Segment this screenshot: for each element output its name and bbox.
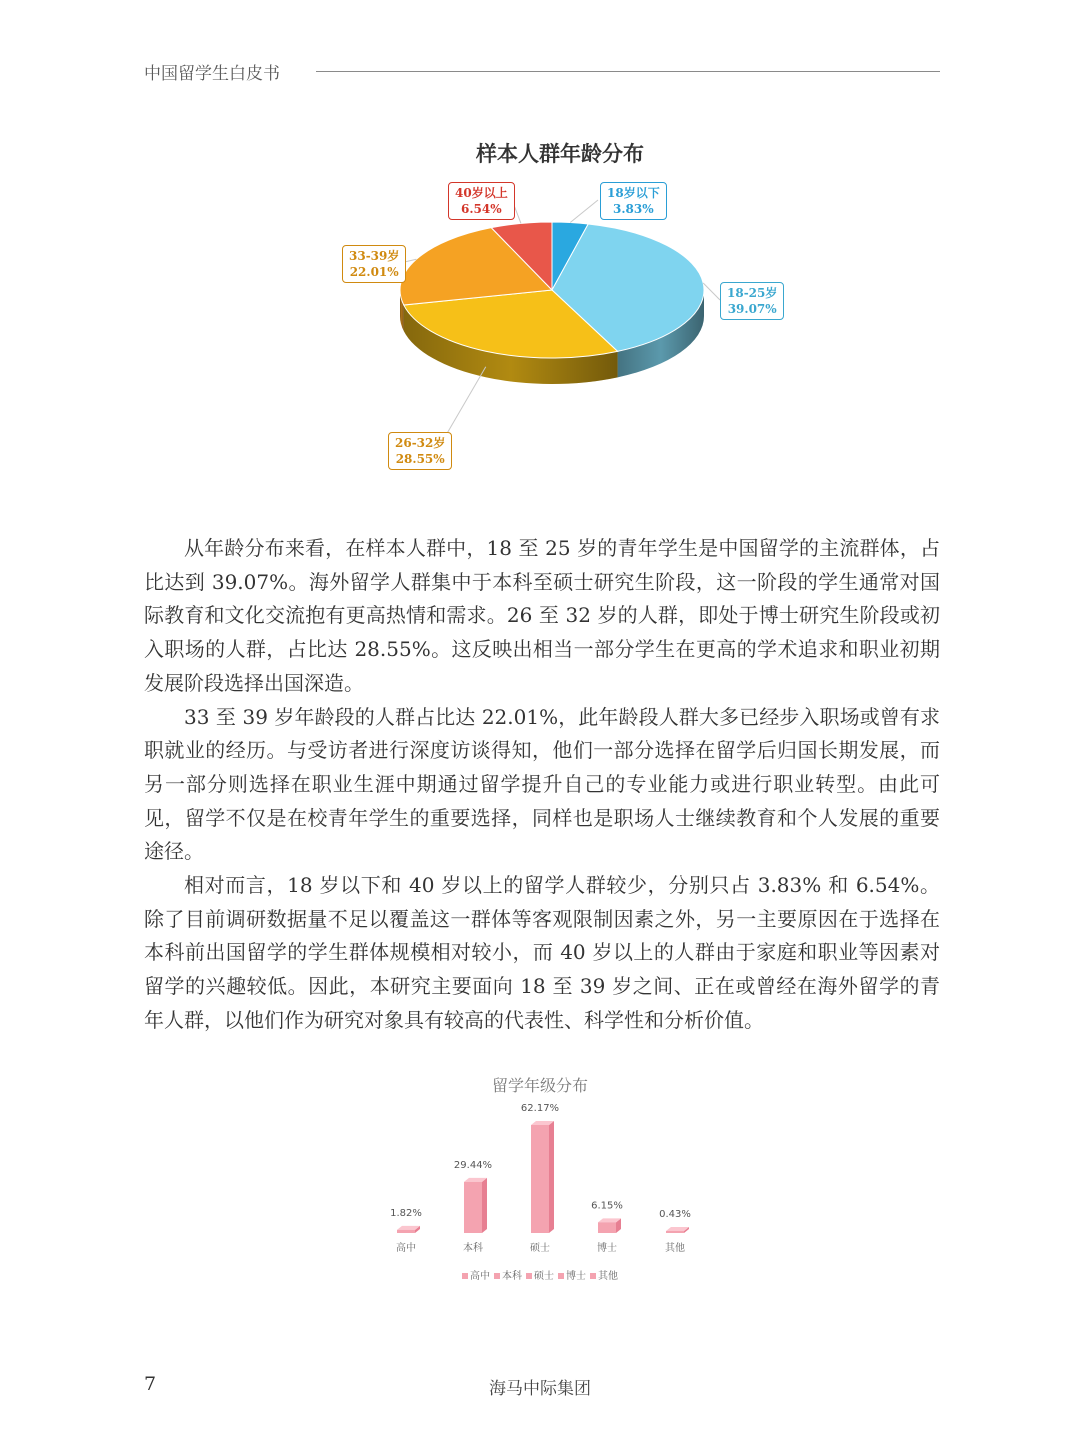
pie-label-value: 28.55% [395, 452, 445, 466]
legend-swatch [558, 1273, 564, 1279]
bar-category-label-3: 博士 [597, 1243, 617, 1254]
pie-label-1 [720, 282, 784, 320]
pie-leader-line-0 [570, 200, 598, 222]
page-number: 7 [144, 1373, 157, 1395]
legend-label: 硕士 [534, 1271, 554, 1282]
paragraph-3: 相对而言，18 岁以下和 40 岁以上的留学人群较少，分别只占 3.83% 和 6.54%。除了目前调研数据量不足以覆盖这一群体等客观限制因素之外，另一主要原因在于选择在本科前出国留学的学生群体规模相对较小，而 40 岁以上的人群由于家庭和职业等因素对留学的兴趣较低。因此，本研究主要面向 18 至 39 岁之间、正在或曾经在海外留学的青年人群，以他们作为研究对象具有较高的代表性、科学性和分析价值。 [144, 873, 940, 1032]
bar-value-label-4: 0.43% [659, 1209, 691, 1220]
bar-value-label-1: 29.44% [453, 1159, 493, 1171]
grade-bar-chart [370, 1065, 710, 1290]
legend-swatch [494, 1273, 500, 1279]
pie-label-category: 40岁以上 [455, 186, 508, 200]
legend-swatch [590, 1273, 596, 1279]
legend-item-1 [494, 1267, 522, 1282]
bar-side-1 [482, 1178, 487, 1233]
bar-value-label-0: 1.82% [390, 1207, 422, 1219]
footer-organization: 海马中际集团 [489, 1379, 591, 1399]
legend-item-4 [590, 1267, 618, 1282]
pie-label-3 [342, 245, 406, 283]
header-title: 中国留学生白皮书 [144, 63, 280, 84]
page-header [144, 58, 940, 84]
pie-label-value: 22.01% [349, 265, 399, 279]
pie-chart-title: 样本人群年龄分布 [476, 141, 644, 166]
age-pie-chart [300, 130, 800, 490]
bar-3 [598, 1222, 616, 1233]
bar-category-label-2: 硕士 [530, 1243, 550, 1254]
bar-chart-legend [370, 1267, 710, 1282]
pie-leader-line-2 [442, 367, 486, 442]
pie-label-category: 33-39岁 [349, 249, 400, 263]
body-text [144, 532, 940, 1038]
bar-category-label-4: 其他 [665, 1243, 685, 1254]
bar-1 [464, 1182, 482, 1233]
bar-category-label-1: 本科 [463, 1243, 483, 1254]
pie-label-category: 26-32岁 [395, 436, 446, 450]
header-rule [316, 71, 940, 72]
paragraph-1: 从年龄分布来看，在样本人群中，18 至 25 岁的青年学生是中国留学的主流群体，占比达到 39.07%。海外留学人群集中于本科至硕士研究生阶段，这一阶段的学生通常对国际教育和文化交流抱有更高热情和需求。26 至 32 岁的人群，即处于博士研究生阶段或初入职场的人群，占比达 28.55%。这反映出相当一部分学生在更高的学术追求和职业初期发展阶段选择出国深造。 [144, 536, 940, 695]
pie-leader-line-1 [703, 283, 720, 300]
bar-0 [397, 1230, 415, 1233]
legend-label: 高中 [470, 1271, 490, 1282]
paragraph-2: 33 至 39 岁年龄段的人群占比达 22.01%，此年龄段人群大多已经步入职场或曾有求职就业的经历。与受访者进行深度访谈得知，他们一部分选择在留学后归国长期发展，而另一部分则选择在职业生涯中期通过留学提升自己的专业能力或进行职业转型。由此可见，留学不仅是在校青年学生的重要选择，同样也是职场人士继续教育和个人发展的重要途径。 [144, 704, 940, 864]
pie-label-0 [600, 182, 667, 220]
bar-2 [531, 1125, 549, 1233]
bar-4 [666, 1231, 684, 1233]
bar-value-label-2: 62.17% [520, 1103, 560, 1114]
legend-item-2 [526, 1267, 554, 1282]
bar-side-2 [549, 1121, 554, 1233]
pie-label-category: 18岁以下 [607, 186, 660, 200]
legend-label: 本科 [502, 1271, 522, 1282]
pie-label-2 [388, 432, 452, 470]
legend-label: 其他 [598, 1271, 618, 1282]
pie-label-value: 39.07% [727, 302, 777, 316]
pie-label-category: 18-25岁 [727, 286, 778, 300]
legend-item-3 [558, 1267, 586, 1282]
pie-label-4 [448, 182, 515, 220]
bar-chart-svg [370, 1065, 710, 1265]
bar-category-label-0: 高中 [396, 1243, 416, 1254]
pie-label-value: 3.83% [613, 202, 654, 216]
legend-swatch [526, 1273, 532, 1279]
legend-swatch [462, 1273, 468, 1279]
bar-value-label-3: 6.15% [591, 1200, 623, 1212]
pie-label-value: 6.54% [461, 202, 502, 216]
bar-chart-title: 留学年级分布 [491, 1076, 588, 1095]
legend-item-0 [462, 1267, 490, 1282]
legend-label: 博士 [566, 1271, 586, 1282]
